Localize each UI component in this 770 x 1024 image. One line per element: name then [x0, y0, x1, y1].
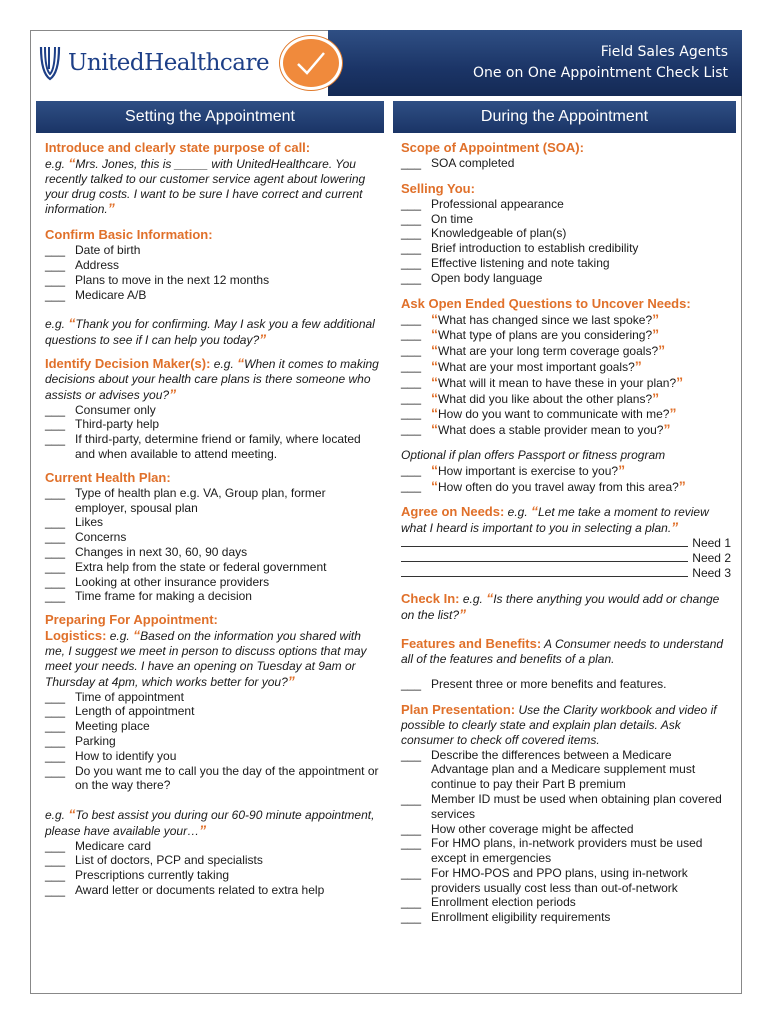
checklist-item	[45, 515, 380, 530]
checklist-item-label: Changes in next 30, 60, 90 days	[75, 544, 248, 559]
logistics-block: Logistics: e.g. “Based on the information you shared with me, I suggest we meet in person to discuss options that may meet your needs. I have an opening on Tuesday at 9am or Thursday at 4pm, which works better for you?”	[45, 627, 367, 689]
checklist-item	[45, 486, 380, 516]
checklist-item	[45, 243, 380, 258]
checkbox-blank[interactable]: ___	[45, 515, 66, 530]
checkbox-blank[interactable]: ___	[45, 485, 66, 500]
need-line	[401, 536, 731, 551]
checklist-item	[401, 327, 731, 343]
checklist-item-label: “What type of plans are you considering?”	[431, 326, 660, 343]
need-line	[401, 551, 731, 566]
introduce-title: Introduce and clearly state purpose of call:	[45, 140, 311, 155]
header-bar	[328, 30, 742, 96]
checkbox-blank[interactable]: ___	[401, 270, 422, 285]
checkbox-blank[interactable]: ___	[45, 589, 66, 604]
checklist-item-label: Brief introduction to establish credibility	[431, 241, 639, 256]
checkbox-blank[interactable]: ___	[401, 836, 422, 851]
checklist-item-label: Enrollment election periods	[431, 895, 576, 910]
checkbox-blank[interactable]: ___	[401, 226, 422, 241]
checkbox-blank[interactable]: ___	[401, 311, 422, 326]
decision-title: Identify Decision Maker(s):	[45, 355, 211, 371]
checkbox-blank[interactable]: ___	[401, 865, 422, 880]
checklist-item-label: Open body language	[431, 270, 543, 285]
checkmark-badge	[280, 36, 342, 90]
logistics-label: Logistics:	[45, 628, 107, 644]
checklist-item	[401, 256, 731, 271]
checklist-item-label: Plans to move in the next 12 months	[75, 272, 270, 287]
current-plan-list	[45, 486, 380, 604]
preparing-title: Preparing For Appointment:	[45, 612, 218, 628]
checklist-item-label: Effective listening and note taking	[431, 255, 610, 270]
checkbox-blank[interactable]: ___	[45, 432, 66, 447]
checklist-item	[401, 391, 731, 407]
checklist-item-label: For HMO-POS and PPO plans, using in-network providers usually cost less than out-of-network	[431, 865, 688, 895]
checklist-item	[401, 212, 731, 227]
checklist-item-label: Meeting place	[75, 719, 150, 734]
need-label: Need 2	[692, 550, 731, 565]
checklist-item-label: Knowledgeable of plan(s)	[431, 226, 567, 241]
checklist-item	[401, 677, 731, 692]
checklist-item	[401, 463, 731, 479]
checklist-item-label: Looking at other insurance providers	[75, 574, 270, 589]
features-block: Features and Benefits: A Consumer needs to understand all of the features and benefits of a plan.	[401, 636, 724, 667]
checklist-item	[401, 866, 731, 896]
checklist-item-label: Do you want me to call you the day of the appointment or on the way there?	[75, 763, 379, 793]
logo	[38, 38, 269, 88]
need-write-line[interactable]	[401, 551, 688, 562]
checkbox-blank[interactable]: ___	[45, 868, 66, 883]
checklist-item-label: Prescriptions currently taking	[75, 868, 230, 883]
need-write-line[interactable]	[401, 566, 688, 577]
checkbox-blank[interactable]: ___	[401, 358, 422, 373]
checklist-item-label: Address	[75, 257, 120, 272]
checkbox-blank[interactable]: ___	[45, 853, 66, 868]
checklist-item-label: Medicare A/B	[75, 287, 147, 302]
agree-title: Agree on Needs:	[401, 504, 505, 520]
soa-title: Scope of Appointment (SOA):	[401, 140, 584, 155]
logistics-list	[45, 690, 380, 794]
checkbox-blank[interactable]: ___	[401, 462, 422, 477]
checkbox-blank[interactable]: ___	[401, 910, 422, 925]
checklist-item	[45, 690, 380, 705]
checkbox-blank[interactable]: ___	[401, 747, 422, 762]
checklist-item-label: Extra help from the state or federal government	[75, 559, 327, 574]
presentation-title: Plan Presentation:	[401, 701, 516, 717]
checklist-item-label: List of doctors, PCP and specialists	[75, 853, 263, 868]
optional-note: Optional if plan offers Passport or fitness program	[401, 447, 666, 462]
checkbox-blank[interactable]: ___	[401, 677, 422, 692]
checklist-item	[401, 312, 731, 328]
checklist-item	[401, 406, 731, 422]
checkbox-blank[interactable]: ___	[401, 478, 422, 493]
checklist-item	[45, 258, 380, 273]
checklist-item-label: “How do you want to communicate with me?”	[431, 405, 677, 422]
confirm-title: Confirm Basic Information:	[45, 227, 213, 243]
need-write-line[interactable]	[401, 536, 688, 547]
checklist-item	[45, 575, 380, 590]
need-label: Need 3	[692, 565, 731, 580]
presentation-list	[401, 748, 731, 926]
checkbox-blank[interactable]: ___	[401, 343, 422, 358]
checklist-item	[401, 271, 731, 286]
checklist-item	[45, 719, 380, 734]
checkin-title: Check In:	[401, 590, 460, 606]
checklist-item	[401, 910, 731, 925]
checklist-item	[45, 530, 380, 545]
checklist-item-label: Time frame for making a decision	[75, 589, 252, 604]
checkbox-blank[interactable]: ___	[45, 748, 66, 763]
left-column-heading: Setting the Appointment	[36, 101, 384, 133]
checklist-item-label: Present three or more benefits and features.	[431, 677, 667, 692]
checklist-item-label: Professional appearance	[431, 196, 564, 211]
checkbox-blank[interactable]: ___	[45, 883, 66, 898]
decision-list	[45, 403, 380, 462]
checklist-item-label: Likes	[75, 515, 104, 530]
features-list	[401, 677, 731, 692]
checklist-item	[401, 479, 731, 495]
checklist-item	[45, 839, 380, 854]
checklist-item	[401, 822, 731, 837]
left-column	[45, 140, 380, 898]
checkbox-blank[interactable]: ___	[45, 574, 66, 589]
presentation-block: Plan Presentation: Use the Clarity workbook and video if possible to clearly state and explain plan details. Ask consumer to check off covered items.	[401, 701, 717, 747]
checkbox-blank[interactable]: ___	[45, 763, 66, 778]
optional-list	[401, 463, 731, 495]
header-title-line1: Field Sales Agents	[600, 44, 728, 60]
checklist-item-label: “What are your most important goals?”	[431, 357, 642, 374]
checklist-item-label: For HMO plans, in-network providers must be used except in emergencies	[431, 836, 703, 866]
checkbox-blank[interactable]: ___	[401, 791, 422, 806]
features-title: Features and Benefits:	[401, 636, 542, 652]
checklist-item-label: “What are your long term coverage goals?”	[431, 342, 666, 359]
checklist-item	[45, 288, 380, 303]
confirm-script: e.g. “Thank you for confirming. May I ask you a few additional questions to see if I can help you today?”	[45, 315, 375, 348]
need-label: Need 1	[692, 536, 731, 551]
checkbox-blank[interactable]: ___	[45, 838, 66, 853]
checklist-item-label: Award letter or documents related to extra help	[75, 883, 325, 898]
checklist-item	[45, 883, 380, 898]
checklist-item	[401, 241, 731, 256]
checklist-item-label: “How often do you travel away from this area?”	[431, 477, 686, 494]
checkbox-blank[interactable]: ___	[401, 406, 422, 421]
current-plan-title: Current Health Plan:	[45, 469, 171, 485]
decision-block: Identify Decision Maker(s): e.g. “When it comes to making decisions about your health care plans is there someone who assists or advises you?”	[45, 354, 379, 402]
checklist-item	[45, 545, 380, 560]
questions-title: Ask Open Ended Questions to Uncover Needs:	[401, 295, 691, 311]
checklist-item-label: Time of appointment	[75, 689, 184, 704]
checkbox-blank[interactable]: ___	[45, 243, 66, 258]
checklist-item	[401, 422, 731, 438]
checkbox-blank[interactable]: ___	[45, 544, 66, 559]
checkbox-blank[interactable]: ___	[401, 821, 422, 836]
checklist-item	[45, 589, 380, 604]
checklist-item	[401, 343, 731, 359]
checklist-item	[401, 197, 731, 212]
checklist-item	[401, 836, 731, 866]
checklist-item	[401, 792, 731, 822]
checklist-item-label: On time	[431, 211, 474, 226]
checklist-item-label: Type of health plan e.g. VA, Group plan, former employer, spousal plan	[75, 485, 326, 515]
checkmark-icon	[296, 50, 326, 76]
right-column-heading: During the Appointment	[393, 101, 736, 133]
checkbox-blank[interactable]: ___	[401, 327, 422, 342]
checklist-item-label: Length of appointment	[75, 704, 195, 719]
checklist-item-label: “How important is exercise to you?”	[431, 461, 626, 478]
bring-list	[45, 839, 380, 898]
checkin-block: Check In: e.g. “Is there anything you would add or change on the list?”	[401, 589, 720, 622]
checkbox-blank[interactable]: ___	[401, 241, 422, 256]
checklist-item	[401, 375, 731, 391]
checkbox-blank[interactable]: ___	[45, 733, 66, 748]
checklist-item	[45, 432, 380, 462]
checklist-item	[401, 226, 731, 241]
checkbox-blank[interactable]: ___	[45, 530, 66, 545]
unitedhealthcare-logo-icon	[38, 43, 62, 83]
checklist-item	[45, 273, 380, 288]
checklist-item	[401, 895, 731, 910]
checkbox-blank[interactable]: ___	[401, 422, 422, 437]
checklist-item	[45, 764, 380, 794]
header-title	[473, 42, 728, 84]
introduce-script: e.g. “Mrs. Jones, this is _____ with UnitedHealthcare. You recently talked to our customer service agent about lowering your drug costs. I want to be sure I have correct and current information.”	[45, 155, 366, 217]
checklist-item	[401, 359, 731, 375]
needs-list	[401, 536, 731, 580]
checkbox-blank[interactable]: ___	[45, 402, 66, 417]
checkbox-blank[interactable]: ___	[45, 272, 66, 287]
checklist-item-label: Third-party help	[75, 417, 160, 432]
checklist-item-label: “What has changed since we last spoke?”	[431, 310, 660, 327]
checkbox-blank[interactable]: ___	[401, 196, 422, 211]
checklist-item	[401, 748, 731, 792]
checklist-item	[45, 853, 380, 868]
selling-title: Selling You:	[401, 180, 475, 196]
bring-script: e.g. “To best assist you during our 60-90 minute appointment, please have available your…”	[45, 806, 375, 838]
checkbox-blank[interactable]: ___	[401, 156, 422, 170]
checkbox-blank[interactable]: ___	[401, 895, 422, 910]
confirm-list	[45, 243, 380, 302]
checklist-item-label: How to identify you	[75, 748, 177, 763]
checklist-item-label: Parking	[75, 733, 116, 748]
checklist-item	[45, 403, 380, 418]
header-title-line2: One on One Appointment Check List	[472, 65, 728, 81]
checklist-item-label: If third-party, determine friend or family, where located and when available to attend meeting.	[75, 432, 361, 461]
selling-list	[401, 197, 731, 286]
checklist-item-label: How other coverage might be affected	[431, 821, 634, 836]
checklist-item	[401, 156, 731, 171]
checklist-item-label: Enrollment eligibility requirements	[431, 910, 611, 925]
questions-list	[401, 312, 731, 438]
checklist-item	[45, 868, 380, 883]
checklist-item-label: “What did you like about the other plans?”	[431, 389, 660, 406]
checklist-item	[45, 734, 380, 749]
checkbox-blank[interactable]: ___	[401, 390, 422, 405]
checkbox-blank[interactable]: ___	[45, 689, 66, 704]
checkbox-blank[interactable]: ___	[45, 704, 66, 719]
soa-list	[401, 156, 731, 171]
checkbox-blank[interactable]: ___	[401, 255, 422, 270]
checklist-item-label: Concerns	[75, 530, 127, 545]
checklist-item-label: “What will it mean to have these in your plan?”	[431, 373, 684, 390]
checklist-item	[45, 417, 380, 432]
checkbox-blank[interactable]: ___	[401, 211, 422, 226]
checklist-item-label: Date of birth	[75, 243, 141, 258]
logo-text: UnitedHealthcare	[68, 50, 270, 76]
checkbox-blank[interactable]: ___	[45, 559, 66, 574]
checklist-item-label: Describe the differences between a Medicare Advantage plan and a Medicare supplement must continue to pay their Part B premium	[431, 747, 696, 792]
checkbox-blank[interactable]: ___	[45, 719, 66, 734]
right-column	[401, 140, 731, 925]
checkbox-blank[interactable]: ___	[45, 287, 66, 302]
checklist-item-label: Member ID must be used when obtaining plan covered services	[431, 791, 722, 821]
checklist-item	[45, 749, 380, 764]
checklist-item-label: Medicare card	[75, 838, 152, 853]
checklist-item-label: “What does a stable provider mean to you?”	[431, 421, 671, 438]
checkbox-blank[interactable]: ___	[45, 257, 66, 272]
checklist-item-label: Consumer only	[75, 402, 156, 417]
checkbox-blank[interactable]: ___	[401, 374, 422, 389]
need-line	[401, 566, 731, 581]
checkbox-blank[interactable]: ___	[45, 417, 66, 432]
checklist-item-label: SOA completed	[431, 156, 515, 170]
checklist-item	[45, 704, 380, 719]
checklist-item	[45, 560, 380, 575]
header	[30, 30, 742, 96]
agree-block: Agree on Needs: e.g. “Let me take a moment to review what I heard is important to you in selecting a plan.”	[401, 503, 709, 536]
